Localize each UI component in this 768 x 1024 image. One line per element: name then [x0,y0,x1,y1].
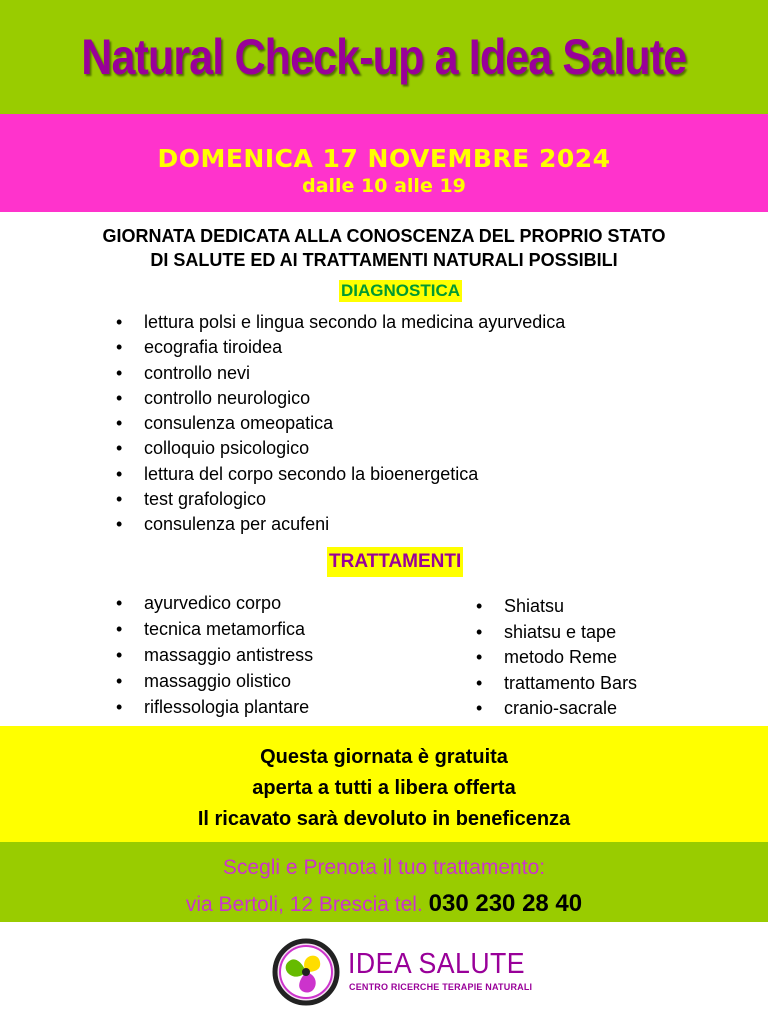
title-band [0,0,768,114]
bullet-icon: • [116,337,123,358]
list-item-text: ecografia tiroidea [144,337,283,358]
bullet-icon: • [476,621,483,642]
bullet-icon: • [476,698,483,719]
bullet-icon: • [116,463,123,484]
list-item-text: test grafologico [144,489,267,510]
list-item [116,335,565,360]
list-item-text: metodo Reme [504,647,618,668]
bullet-icon: • [116,489,123,510]
bullet-icon: • [116,438,123,459]
diagnostics-heading: DIAGNOSTICA [341,281,460,300]
list-item-text: shiatsu e tape [504,621,617,642]
list-item-text: lettura polsi e lingua secondo la medicina ayurvedica [144,312,566,332]
date-band [0,114,768,212]
treatments-list-right [476,594,637,722]
booking-band [0,842,768,922]
list-item [476,671,637,697]
diagnostics-list [116,310,565,538]
free-line-3: Il ricavato sarà devoluto in beneficenza [197,808,571,830]
list-item-text: consulenza per acufeni [144,514,330,535]
list-item [116,590,313,616]
list-item [116,361,565,386]
treatments-list-left [116,590,313,720]
list-item [116,616,313,642]
bullet-icon: • [116,312,123,332]
idea-salute-logo [272,938,532,1008]
bullet-icon: • [116,362,123,383]
list-item [476,620,637,646]
list-item-text: colloquio psicologico [144,438,310,459]
logo-name: IDEA SALUTE [348,948,526,980]
list-item [476,696,637,722]
booking-cta: Scegli e Prenota il tuo trattamento: [222,856,546,879]
free-event-band [0,726,768,842]
list-item [116,436,565,461]
list-item-text: massaggio antistress [144,645,314,665]
list-item-text: cranio-sacrale [504,698,618,719]
event-hours: dalle 10 alle 19 [302,175,466,197]
address-text: via Bertoli, 12 Brescia tel. [185,893,429,916]
bullet-icon: • [116,593,123,613]
list-item-text: Shiatsu [504,596,565,616]
bullet-icon: • [116,671,123,691]
triskelion-logo-icon [272,938,340,1006]
bullet-icon: • [116,387,123,408]
list-item [116,512,565,537]
list-item [116,694,313,720]
bullet-icon: • [116,645,123,665]
intro-line-1: GIORNATA DEDICATA ALLA CONOSCENZA DEL PROPRIO STATO [102,226,666,246]
booking-contact [0,890,768,918]
bullet-icon: • [116,514,123,535]
logo-tagline: CENTRO RICERCHE TERAPIE NATURALI [349,982,533,992]
free-line-2: aperta a tutti a libera offerta [252,777,516,799]
list-item [116,487,565,512]
list-item-text: trattamento Bars [504,672,638,693]
intro-line-2: DI SALUTE ED AI TRATTAMENTI NATURALI POSSIBILI [150,250,618,270]
bullet-icon: • [116,619,123,639]
list-item-text: consulenza omeopatica [144,413,334,434]
free-line-1: Questa giornata è gratuita [260,746,508,768]
bullet-icon: • [476,596,483,616]
list-item [476,645,637,671]
bullet-icon: • [116,697,123,717]
bullet-icon: • [476,647,483,668]
list-item [116,386,565,411]
intro-text [0,224,768,272]
list-item [116,310,565,335]
list-item-text: ayurvedico corpo [144,593,282,613]
treatments-heading: TRATTAMENTI [327,547,463,577]
list-item [116,462,565,487]
list-item-text: riflessologia plantare [144,697,310,717]
list-item [116,642,313,668]
list-item [116,668,313,694]
page-title: Natural Check-up a Idea Salute [81,29,687,85]
list-item [116,411,565,436]
list-item [476,594,637,620]
list-item-text: controllo neurologico [144,387,311,408]
bullet-icon: • [476,672,483,693]
bullet-icon: • [116,413,123,434]
list-item-text: massaggio olistico [144,671,292,691]
list-item-text: controllo nevi [144,362,251,383]
list-item-text: tecnica metamorfica [144,619,306,639]
phone-number: 030 230 28 40 [428,890,583,917]
event-date: DOMENICA 17 NOVEMBRE 2024 [157,144,611,173]
list-item-text: lettura del corpo secondo la bioenergetica [144,463,479,484]
